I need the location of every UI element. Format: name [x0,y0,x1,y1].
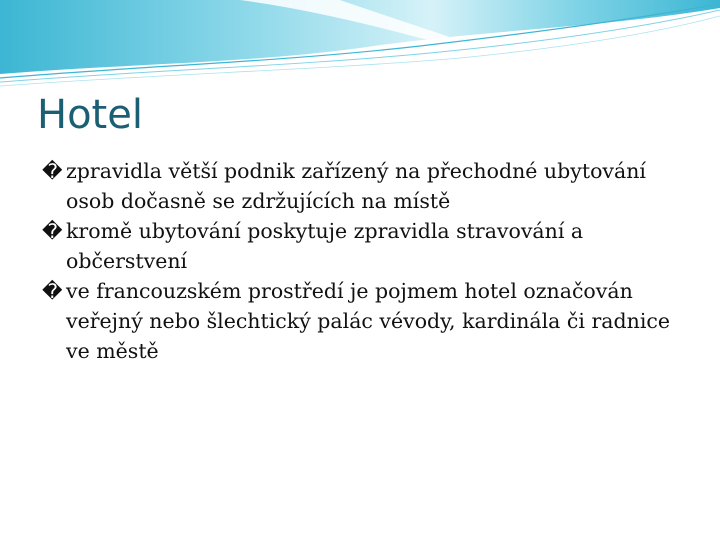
bullet-marker-icon: � [42,279,63,303]
slide-title: Hotel [37,92,143,138]
bullet-marker-icon: � [42,219,63,243]
bullet-text: kromě ubytování poskytuje zpravidla stravování a občerstvení [66,219,584,273]
bullet-text: ve francouzském prostředí je pojmem hotel označován veřejný nebo šlechtický palác vévody, kardinála či radnice ve městě [66,279,670,363]
bullet-marker-icon: � [42,159,63,183]
decorative-wave-header [0,0,720,90]
bullet-text: zpravidla větší podnik zařízený na přechodné ubytování osob dočasně se zdržujících na místě [66,159,646,213]
list-item [42,156,682,216]
bullet-list [42,156,682,366]
list-item [42,216,682,276]
list-item [42,276,682,366]
